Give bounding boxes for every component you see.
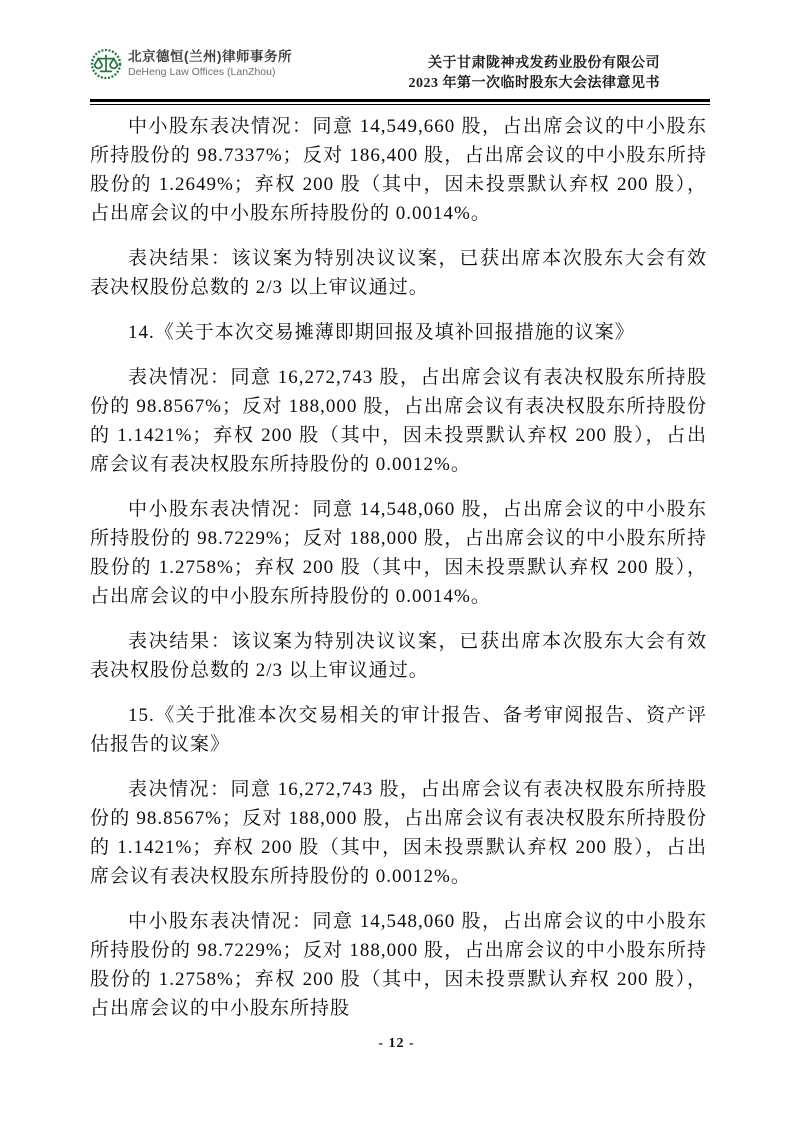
paragraph-vote-detail-14: 表决情况：同意 16,272,743 股，占出席会议有表决权股东所持股份的 98.8567%；反对 188,000 股，占出席会议有表决权股东所持股份的 1.1421%；弃权 200 股（其中，因未投票默认弃权 200 股），占出席会议有表决权股东所持股份的 0.0012%。 xyxy=(90,367,707,475)
paragraph-vote-detail-15: 表决情况：同意 16,272,743 股，占出席会议有表决权股东所持股份的 98.8567%；反对 188,000 股，占出席会议有表决权股东所持股份的 1.1421%；弃权 200 股（其中，因未投票默认弃权 200 股），占出席会议有表决权股东所持股份的 0.0012%。 xyxy=(90,779,707,887)
law-firm-block xyxy=(90,48,292,80)
heading-proposal-14: 14.《关于本次交易摊薄即期回报及填补回报措施的议案》 xyxy=(128,322,635,343)
law-firm-names xyxy=(128,48,292,79)
firm-name-chinese: 北京德恒(兰州)律师事务所 xyxy=(128,49,292,64)
paragraph-minor-shareholder-vote-14: 中小股东表决情况：同意 14,548,060 股，占出席会议的中小股东所持股份的 98.7229%；反对 188,000 股，占出席会议的中小股东所持股份的 1.2758%；弃权 200 股（其中，因未投票默认弃权 200 股），占出席会议的中小股东所持股份的 0.0014%。 xyxy=(90,499,707,607)
heading-proposal-15: 15.《关于批准本次交易相关的审计报告、备考审阅报告、资产评估报告的议案》 xyxy=(90,705,707,755)
paragraph-vote-result-14: 表决结果：该议案为特别决议议案，已获出席本次股东大会有效表决权股份总数的 2/3 以上审议通过。 xyxy=(90,631,707,681)
paragraph-minor-shareholder-vote-15: 中小股东表决情况：同意 14,548,060 股，占出席会议的中小股东所持股份的 98.7229%；反对 188,000 股，占出席会议的中小股东所持股份的 1.2758%；弃权 200 股（其中，因未投票默认弃权 200 股），占出席会议的中小股东所持股 xyxy=(90,911,707,1019)
paragraph-vote-result-13: 表决结果：该议案为特别决议议案，已获出席本次股东大会有效表决权股份总数的 2/3 以上审议通过。 xyxy=(90,248,707,298)
firm-name-english: DeHeng Law Offices (LanZhou) xyxy=(128,65,276,78)
document-title-line2: 2023 年第一次临时股东大会法律意见书 xyxy=(408,76,660,91)
deheng-logo-icon xyxy=(90,48,122,80)
page-number: - 12 - xyxy=(378,1036,415,1051)
document-body xyxy=(90,112,707,1032)
document-title xyxy=(409,48,711,94)
header-divider xyxy=(90,99,710,105)
paragraph-minor-shareholder-vote-13: 中小股东表决情况：同意 14,549,660 股，占出席会议的中小股东所持股份的 98.7337%；反对 186,400 股，占出席会议的中小股东所持股份的 1.2649%；弃权 200 股（其中，因未投票默认弃权 200 股），占出席会议的中小股东所持股份的 0.0014%。 xyxy=(90,116,707,224)
document-title-line1: 关于甘肃陇神戎发药业股份有限公司 xyxy=(428,56,660,71)
page-header xyxy=(90,48,710,94)
